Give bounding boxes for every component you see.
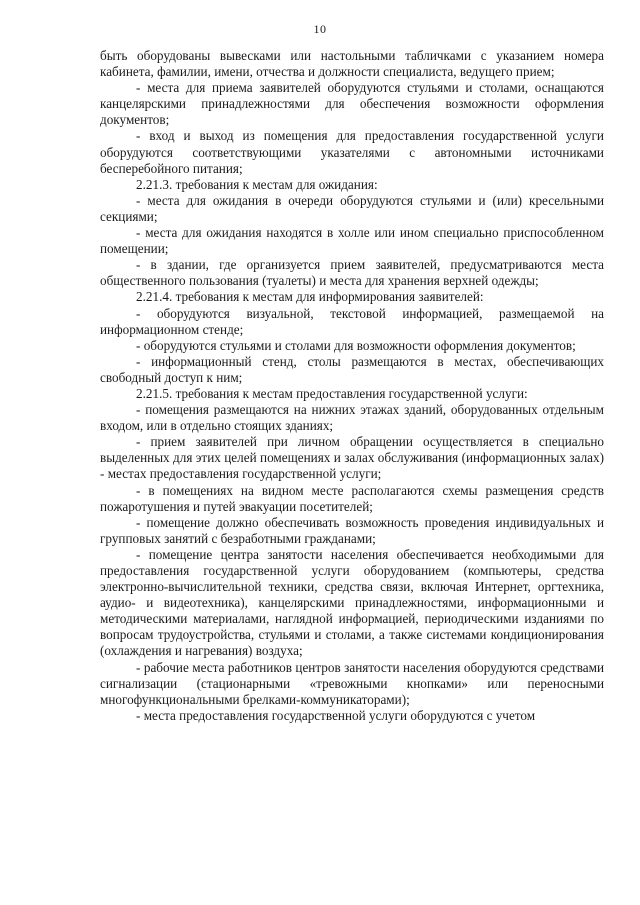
paragraph: - помещения размещаются на нижних этажах зданий, оборудованных отдельным входом, или в отдельно стоящих зданиях; [100,402,604,434]
paragraph: - помещение должно обеспечивать возможность проведения индивидуальных и групповых занятий с безработными гражданами; [100,514,604,546]
paragraph: - вход и выход из помещения для предоставления государственной услуги оборудуются соответствующими указателями с автономными источниками бесперебойного питания; [100,128,604,176]
section-heading: 2.21.5. требования к местам предоставления государственной услуги: [136,385,528,401]
paragraph: - информационный стенд, столы размещаются в местах, обеспечивающих свободный доступ к ним; [100,353,604,385]
paragraph: - места для приема заявителей оборудуются стульями и столами, оснащаются канцелярскими принадлежностями для обеспечения возможности оформления документов; [100,80,604,128]
document-body [100,48,604,724]
paragraph: - места для ожидания находятся в холле или ином специально приспособленном помещении; [100,225,604,257]
paragraph: - в помещениях на видном месте располагаются схемы размещения средств пожаротушения и путей эвакуации посетителей; [100,482,604,514]
paragraph: - оборудуются стульями и столами для возможности оформления документов; [136,337,576,353]
section-heading: 2.21.4. требования к местам для информирования заявителей: [136,289,484,305]
paragraph: - оборудуются визуальной, текстовой информацией, размещаемой на информационном стенде; [100,305,604,337]
paragraph: - рабочие места работников центров занятости населения оборудуются средствами сигнализации (стационарными «тревожными кнопками» или переносными многофункциональными брелками-коммуникаторами); [100,659,604,707]
section-heading: 2.21.3. требования к местам для ожидания: [136,176,378,192]
page-number: 10 [313,22,327,36]
paragraph: - места для ожидания в очереди оборудуются стульями и (или) кресельными секциями; [100,192,604,224]
paragraph: - места предоставления государственной услуги оборудуются с учетом [136,707,536,723]
paragraph: быть оборудованы вывесками или настольными табличками с указанием номера кабинета, фамилии, имени, отчества и должности специалиста, ведущего прием; [100,48,604,80]
paragraph: - помещение центра занятости населения обеспечивается необходимыми для предоставления государственной услуги оборудованием (компьютеры, средства электронно-вычислительной техники, средства связи, включая Интернет, оргтехника, аудио- и видеотехника), канцелярскими принадлежностями, информационными и методическими материалами, наглядной информацией, периодическими изданиями по вопросам трудоустройства, стульями и столами, а также системами кондиционирования (охлаждения и нагревания) воздуха; [100,546,604,659]
paragraph: - прием заявителей при личном обращении осуществляется в специально выделенных для этих целей помещениях и залах обслуживания (информационных залах) - местах предоставления государственной услуги; [100,434,604,482]
paragraph: - в здании, где организуется прием заявителей, предусматриваются места общественного пользования (туалеты) и места для хранения верхней одежды; [100,257,604,289]
